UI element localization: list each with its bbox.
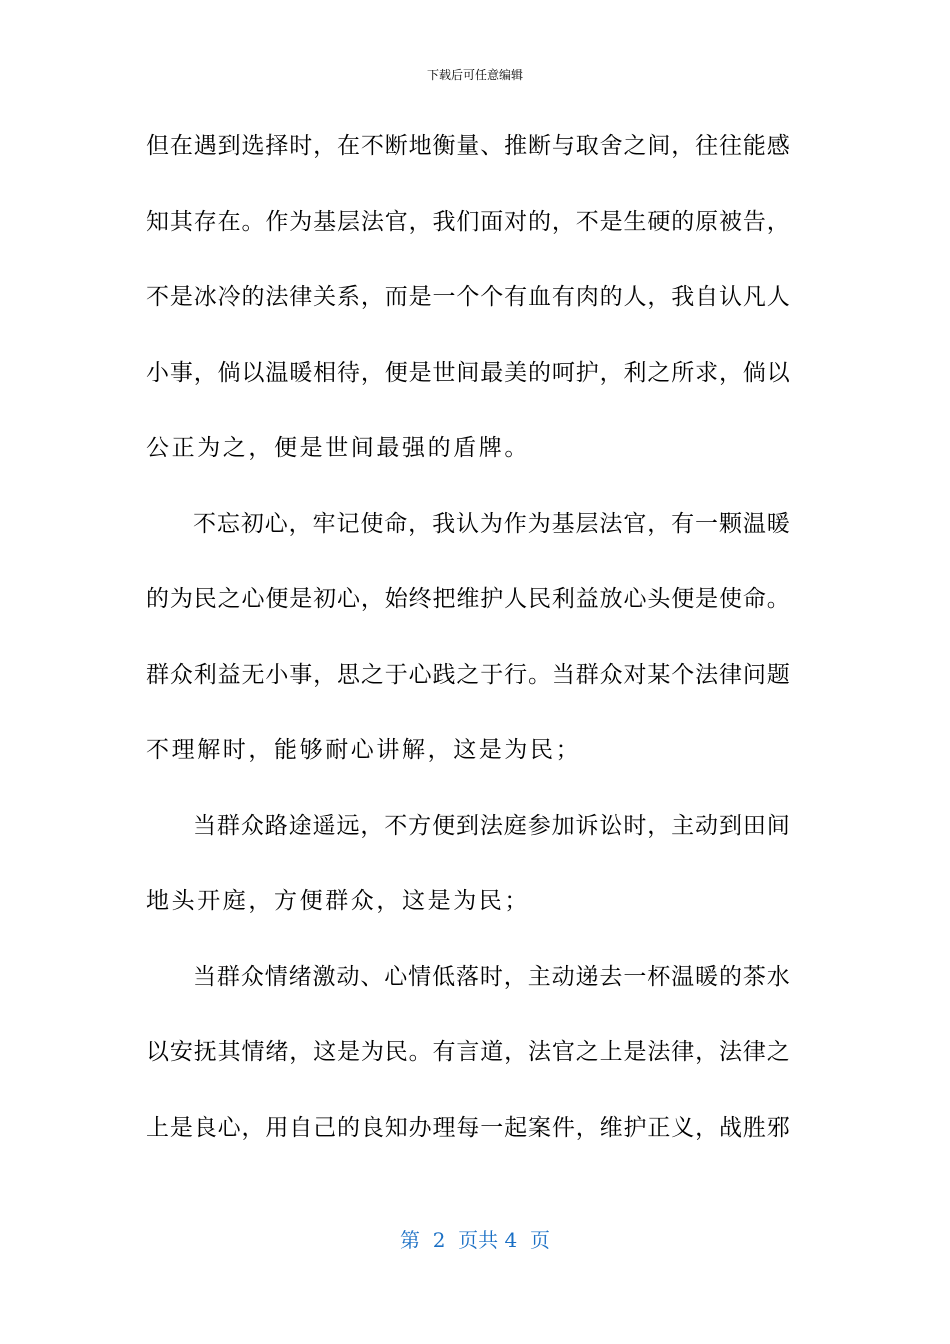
paragraph-line: 以 安 抚 其 情 绪 ， 这 是 为 民 。 有 言 道 ， 法 官 之 上 是 法 律 ， 法 律 之 [146,1039,790,1065]
page-header: 下载后可任意编辑 [426,68,523,82]
paragraph-line: 不 忘 初 心 ， 牢 记 使 命 ， 我 认 为 作 为 基 层 法 官 ， 有 一 颗 温 暖 [193,511,790,537]
paragraph-line: 当 群 众 情 绪 激 动 、 心 情 低 落 时 ， 主 动 递 去 一 杯 温 暖 的 茶 水 [193,964,790,990]
paragraph-line: 群 众 利 益 无 小 事 ， 思 之 于 心 践 之 于 行 。 当 群 众 对 某 个 法 律 问 题 [146,662,790,688]
paragraph-line: 不理解时，能够耐心讲解，这是为民； [146,737,582,763]
paragraph-line: 知 其 存 在 。 作 为 基 层 法 官 ， 我 们 面 对 的 ， 不 是 生 硬 的 原 被 告 ， [146,209,790,235]
paragraph-line: 公正为之，便是世间最强的盾牌。 [146,435,530,461]
paragraph-line: 不 是 冰 冷 的 法 律 关 系 ， 而 是 一 个 个 有 血 有 肉 的 人 ， 我 自 认 凡 人 [146,284,790,310]
paragraph-line: 当 群 众 路 途 遥 远 ， 不 方 便 到 法 庭 参 加 诉 讼 时 ， 主 动 到 田 间 [193,813,790,839]
paragraph-line: 上 是 良 心 ， 用 自 己 的 良 知 办 理 每 一 起 案 件 ， 维 护 正 义 ， 战 胜 邪 [146,1115,790,1141]
paragraph-line: 地头开庭，方便群众，这是为民； [146,888,530,914]
paragraph-line: 的 为 民 之 心 便 是 初 心 ， 始 终 把 维 护 人 民 利 益 放 心 头 便 是 使 命 。 [146,586,790,612]
page-number-footer: 第 2 页共 4 页 [400,1228,550,1252]
paragraph-line: 但 在 遇 到 选 择 时 ， 在 不 断 地 衡 量 、 推 断 与 取 舍 之 间 ， 往 往 能 感 [146,133,790,159]
paragraph-line: 小 事 ， 倘 以 温 暖 相 待 ， 便 是 世 间 最 美 的 呵 护 ， 利 之 所 求 ， 倘 以 [146,360,790,386]
